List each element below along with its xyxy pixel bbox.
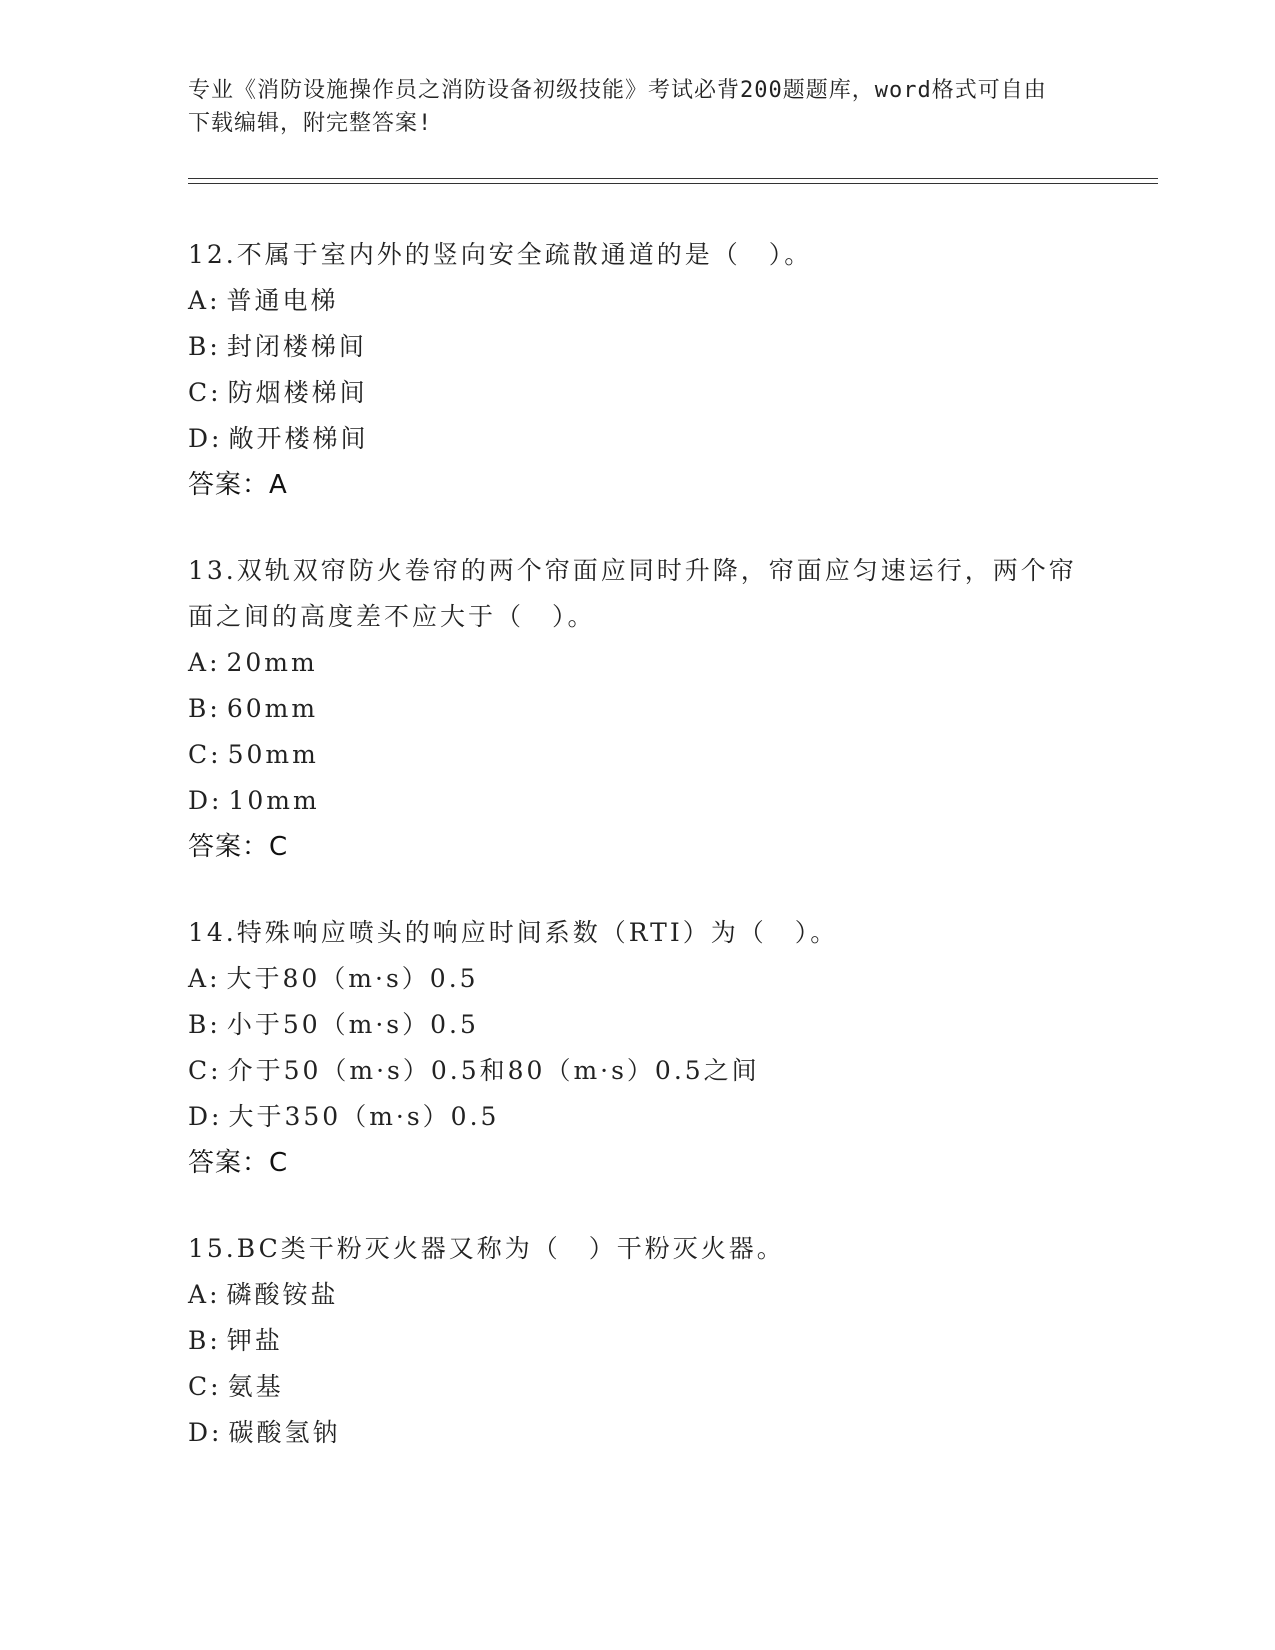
question-12 xyxy=(188,232,1088,508)
option-text: 大于80（m·s）0.5 xyxy=(226,964,479,993)
answer-line: 答案：C xyxy=(188,832,289,862)
option-letter: C xyxy=(188,1372,211,1401)
question-15 xyxy=(188,1226,1088,1456)
option-letter: D xyxy=(188,1102,212,1131)
option-text: 氨基 xyxy=(227,1372,284,1401)
option-c xyxy=(188,370,1088,416)
option-separator: : xyxy=(211,424,223,453)
option-separator: : xyxy=(209,964,221,993)
option-text: 20mm xyxy=(226,648,318,677)
option-letter: C xyxy=(188,1056,211,1085)
header-divider-bottom xyxy=(188,183,1158,184)
answer-line: 答案：A xyxy=(188,470,288,500)
option-text: 小于50（m·s）0.5 xyxy=(226,1010,479,1039)
option-letter: C xyxy=(188,378,211,407)
question-stem: 15.BC类干粉灭火器又称为（ ）干粉灭火器。 xyxy=(188,1234,785,1263)
question-14 xyxy=(188,910,1088,1186)
question-list xyxy=(188,232,1088,1496)
option-text: 介于50（m·s）0.5和80（m·s）0.5之间 xyxy=(227,1056,760,1085)
question-stem: 13.双轨双帘防火卷帘的两个帘面应同时升降，帘面应匀速运行，两个帘面之间的高度差不应大于（ ）。 xyxy=(188,556,1077,631)
option-d xyxy=(188,416,1088,462)
option-separator: : xyxy=(209,1326,221,1355)
option-separator: : xyxy=(210,378,222,407)
option-letter: A xyxy=(188,648,210,677)
option-c xyxy=(188,1364,1088,1410)
option-b xyxy=(188,1318,1088,1364)
document-header-text: 专业《消防设施操作员之消防设备初级技能》考试必背200题题库，word格式可自由下载编辑，附完整答案! xyxy=(188,78,1047,136)
option-separator: : xyxy=(209,1280,221,1309)
option-separator: : xyxy=(211,1418,223,1447)
option-letter: B xyxy=(188,1326,210,1355)
option-separator: : xyxy=(211,1102,223,1131)
option-letter: D xyxy=(188,1418,212,1447)
option-separator: : xyxy=(209,286,221,315)
option-letter: D xyxy=(188,424,212,453)
option-separator: : xyxy=(210,1056,222,1085)
option-text: 60mm xyxy=(226,694,319,723)
option-text: 普通电梯 xyxy=(226,286,339,315)
option-d xyxy=(188,1094,1088,1140)
option-separator: : xyxy=(209,1010,221,1039)
option-letter: C xyxy=(188,740,211,769)
option-a xyxy=(188,640,1088,686)
option-d xyxy=(188,1410,1088,1456)
option-text: 大于350（m·s）0.5 xyxy=(228,1102,500,1131)
option-separator: : xyxy=(209,332,221,361)
option-c xyxy=(188,732,1088,778)
option-letter: A xyxy=(188,286,210,315)
option-a xyxy=(188,278,1088,324)
answer-line: 答案：C xyxy=(188,1148,289,1178)
option-d xyxy=(188,778,1088,824)
option-letter: A xyxy=(188,1280,210,1309)
option-text: 封闭楼梯间 xyxy=(226,332,367,361)
option-b xyxy=(188,324,1088,370)
option-letter: B xyxy=(188,1010,210,1039)
option-separator: : xyxy=(210,1372,222,1401)
option-a xyxy=(188,956,1088,1002)
option-a xyxy=(188,1272,1088,1318)
option-text: 钾盐 xyxy=(226,1326,283,1355)
option-letter: D xyxy=(188,786,212,815)
option-separator: : xyxy=(210,740,222,769)
option-letter: A xyxy=(188,964,210,993)
option-text: 碳酸氢钠 xyxy=(228,1418,341,1447)
option-b xyxy=(188,1002,1088,1048)
option-text: 10mm xyxy=(228,786,320,815)
question-13 xyxy=(188,548,1088,870)
option-b xyxy=(188,686,1088,732)
option-letter: B xyxy=(188,332,210,361)
option-text: 防烟楼梯间 xyxy=(227,378,368,407)
option-separator: : xyxy=(209,648,221,677)
question-stem: 12.不属于室内外的竖向安全疏散通道的是（ ）。 xyxy=(188,240,813,269)
question-stem: 14.特殊响应喷头的响应时间系数（RTI）为（ ）。 xyxy=(188,918,839,947)
option-separator: : xyxy=(211,786,223,815)
option-letter: B xyxy=(188,694,210,723)
option-text: 磷酸铵盐 xyxy=(226,1280,339,1309)
option-text: 50mm xyxy=(227,740,319,769)
option-separator: : xyxy=(209,694,221,723)
header-divider-top xyxy=(188,178,1158,179)
option-c xyxy=(188,1048,1088,1094)
option-text: 敞开楼梯间 xyxy=(228,424,369,453)
